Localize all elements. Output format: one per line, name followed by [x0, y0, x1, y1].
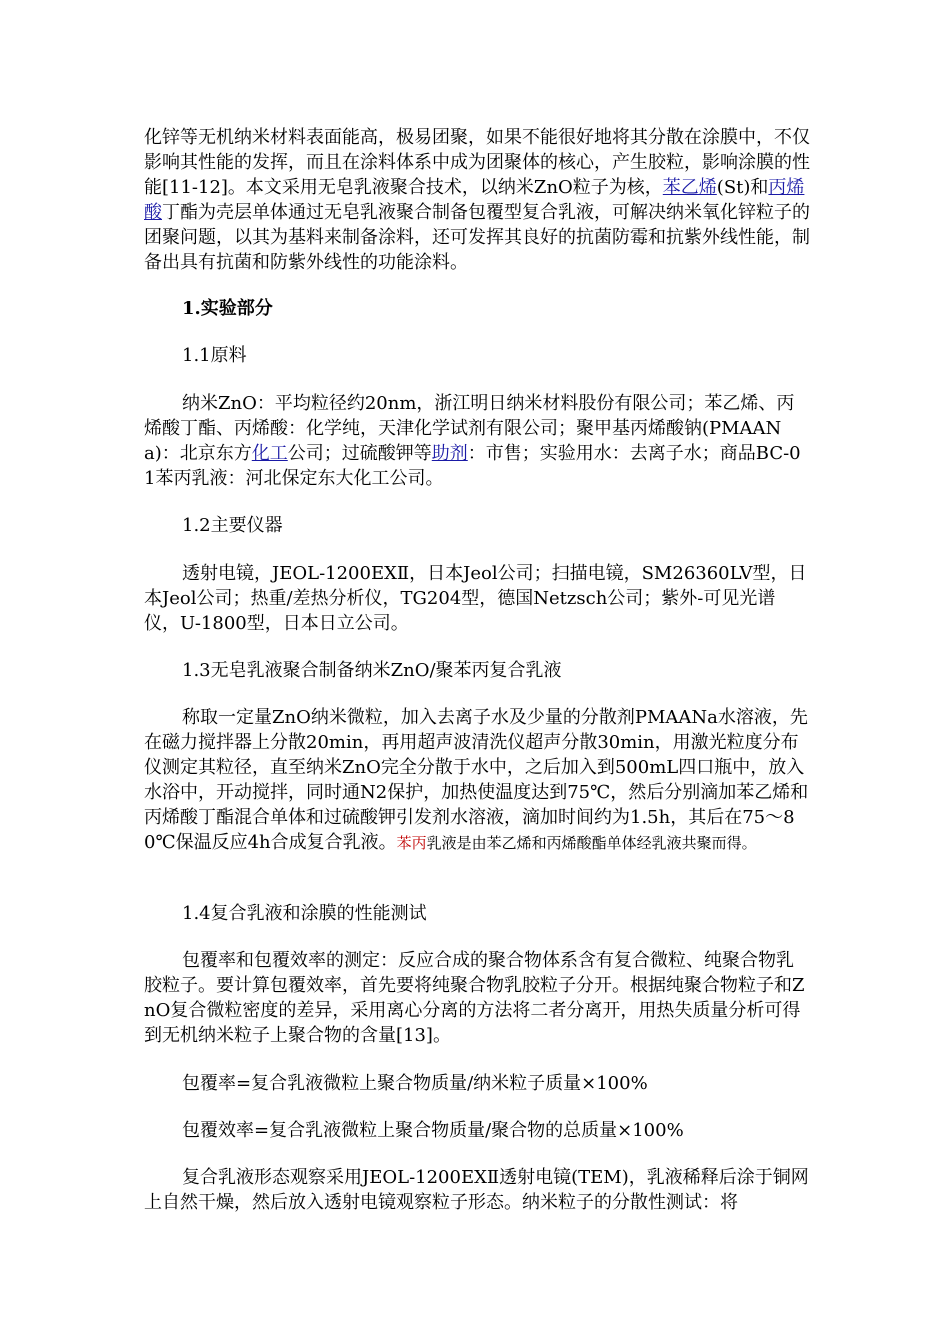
materials-text-c: ：市售；实验用水：去离子水；商品BC-01苯丙乳液：河北保定东大化工公司。 — [144, 443, 801, 489]
polymerization-text-a: 称取一定量ZnO纳米微粒，加入去离子水及少量的分散剂PMAANa水溶液，先在磁力搅拌器上分散20min，再用超声波清洗仪超声分散30min，用激光粒度分布仪测定其粒径，直至纳米ZnO完全分散于水中，之后加入到500mL四口瓶中，放入水浴中，开动搅拌，同时通N2保护，加热使温度达到75℃，然后分别滴加苯乙烯和丙烯酸丁酯混合单体和过硫酸钾引发剂水溶液，滴加时间约为1.5h，其后在75～80℃保温反应4h合成复合乳液。 — [144, 707, 809, 853]
materials-text-b: 公司；过硫酸钾等 — [287, 443, 432, 464]
subheading-polymerization: 1.3无皂乳液聚合制备纳米ZnO/聚苯丙复合乳液 — [182, 660, 562, 681]
materials-text-a: 纳米ZnO：平均粒径约20nm，浙江明日纳米材料股份有限公司；苯乙烯、丙烯酸丁酯、丙烯酸：化学纯，天津化学试剂有限公司；聚甲基丙烯酸钠(PMAANa)：北京东方 — [144, 393, 795, 464]
intro-text-a: 化锌等无机纳米材料表面能高，极易团聚，如果不能很好地将其分散在涂膜中，不仅影响其性能的发挥，而且在涂料体系中成为团聚体的核心，产生胶粒，影响涂膜的性能[11-12]。本文采用无皂乳液聚合技术，以纳米ZnO粒子为核， — [144, 127, 810, 198]
paragraph-intro — [144, 125, 810, 275]
subheading-materials: 1.1原料 — [182, 345, 247, 366]
formula-coating-efficiency: 包覆效率=复合乳液微粒上聚合物质量/聚合物的总质量×100% — [182, 1120, 684, 1141]
paragraph-materials — [144, 391, 810, 491]
section-heading-experimental: 1.实验部分 — [182, 298, 273, 319]
link-styrene[interactable]: 苯乙烯 — [662, 177, 717, 198]
link-additives[interactable]: 助剂 — [431, 443, 468, 464]
paragraph-morphology: 复合乳液形态观察采用JEOL-1200EXⅡ透射电镜(TEM)，乳液稀释后涂于铜网上自然干燥，然后放入透射电镜观察粒子形态。纳米粒子的分散性测试：将 — [144, 1167, 809, 1213]
link-acrylic-acid[interactable]: 丙烯酸 — [144, 177, 805, 223]
subheading-instruments: 1.2主要仪器 — [182, 515, 283, 536]
formula-coating-rate: 包覆率=复合乳液微粒上聚合物质量/纳米粒子质量×100% — [182, 1073, 648, 1094]
intro-text-c: 丁酯为壳层单体通过无皂乳液聚合制备包覆型复合乳液，可解决纳米氧化锌粒子的团聚问题，以其为基料来制备涂料，还可发挥其良好的抗菌防霉和抗紫外线性能，制备出具有抗菌和防紫外线性的功能涂料。 — [144, 202, 810, 273]
link-chemical-industry[interactable]: 化工 — [251, 443, 288, 464]
paragraph-instruments: 透射电镜，JEOL-1200EXⅡ，日本Jeol公司；扫描电镜，SM26360LV型，日本Jeol公司；热重/差热分析仪，TG204型，德国Netzsch公司；紫外-可见光谱仪，U-1800型，日本日立公司。 — [144, 563, 807, 634]
highlight-styrene-acrylic: 苯丙 — [396, 834, 427, 852]
paragraph-polymerization — [144, 705, 810, 856]
paragraph-coating-rate: 包覆率和包覆效率的测定：反应合成的聚合物体系含有复合微粒、纯聚合物乳胶粒子。要计算包覆效率，首先要将纯聚合物乳胶粒子分开。根据纯聚合物粒子和ZnO复合微粒密度的差异，采用离心分离的方法将二者分离开，用热失质量分析可得到无机纳米粒子上聚合物的含量[13]。 — [144, 950, 805, 1046]
polymerization-text-b: 乳液是由苯乙烯和丙烯酸酯单体经乳液共聚而得。 — [426, 834, 757, 852]
intro-text-b: (St)和 — [716, 177, 769, 198]
subheading-performance-test: 1.4复合乳液和涂膜的性能测试 — [182, 903, 427, 924]
